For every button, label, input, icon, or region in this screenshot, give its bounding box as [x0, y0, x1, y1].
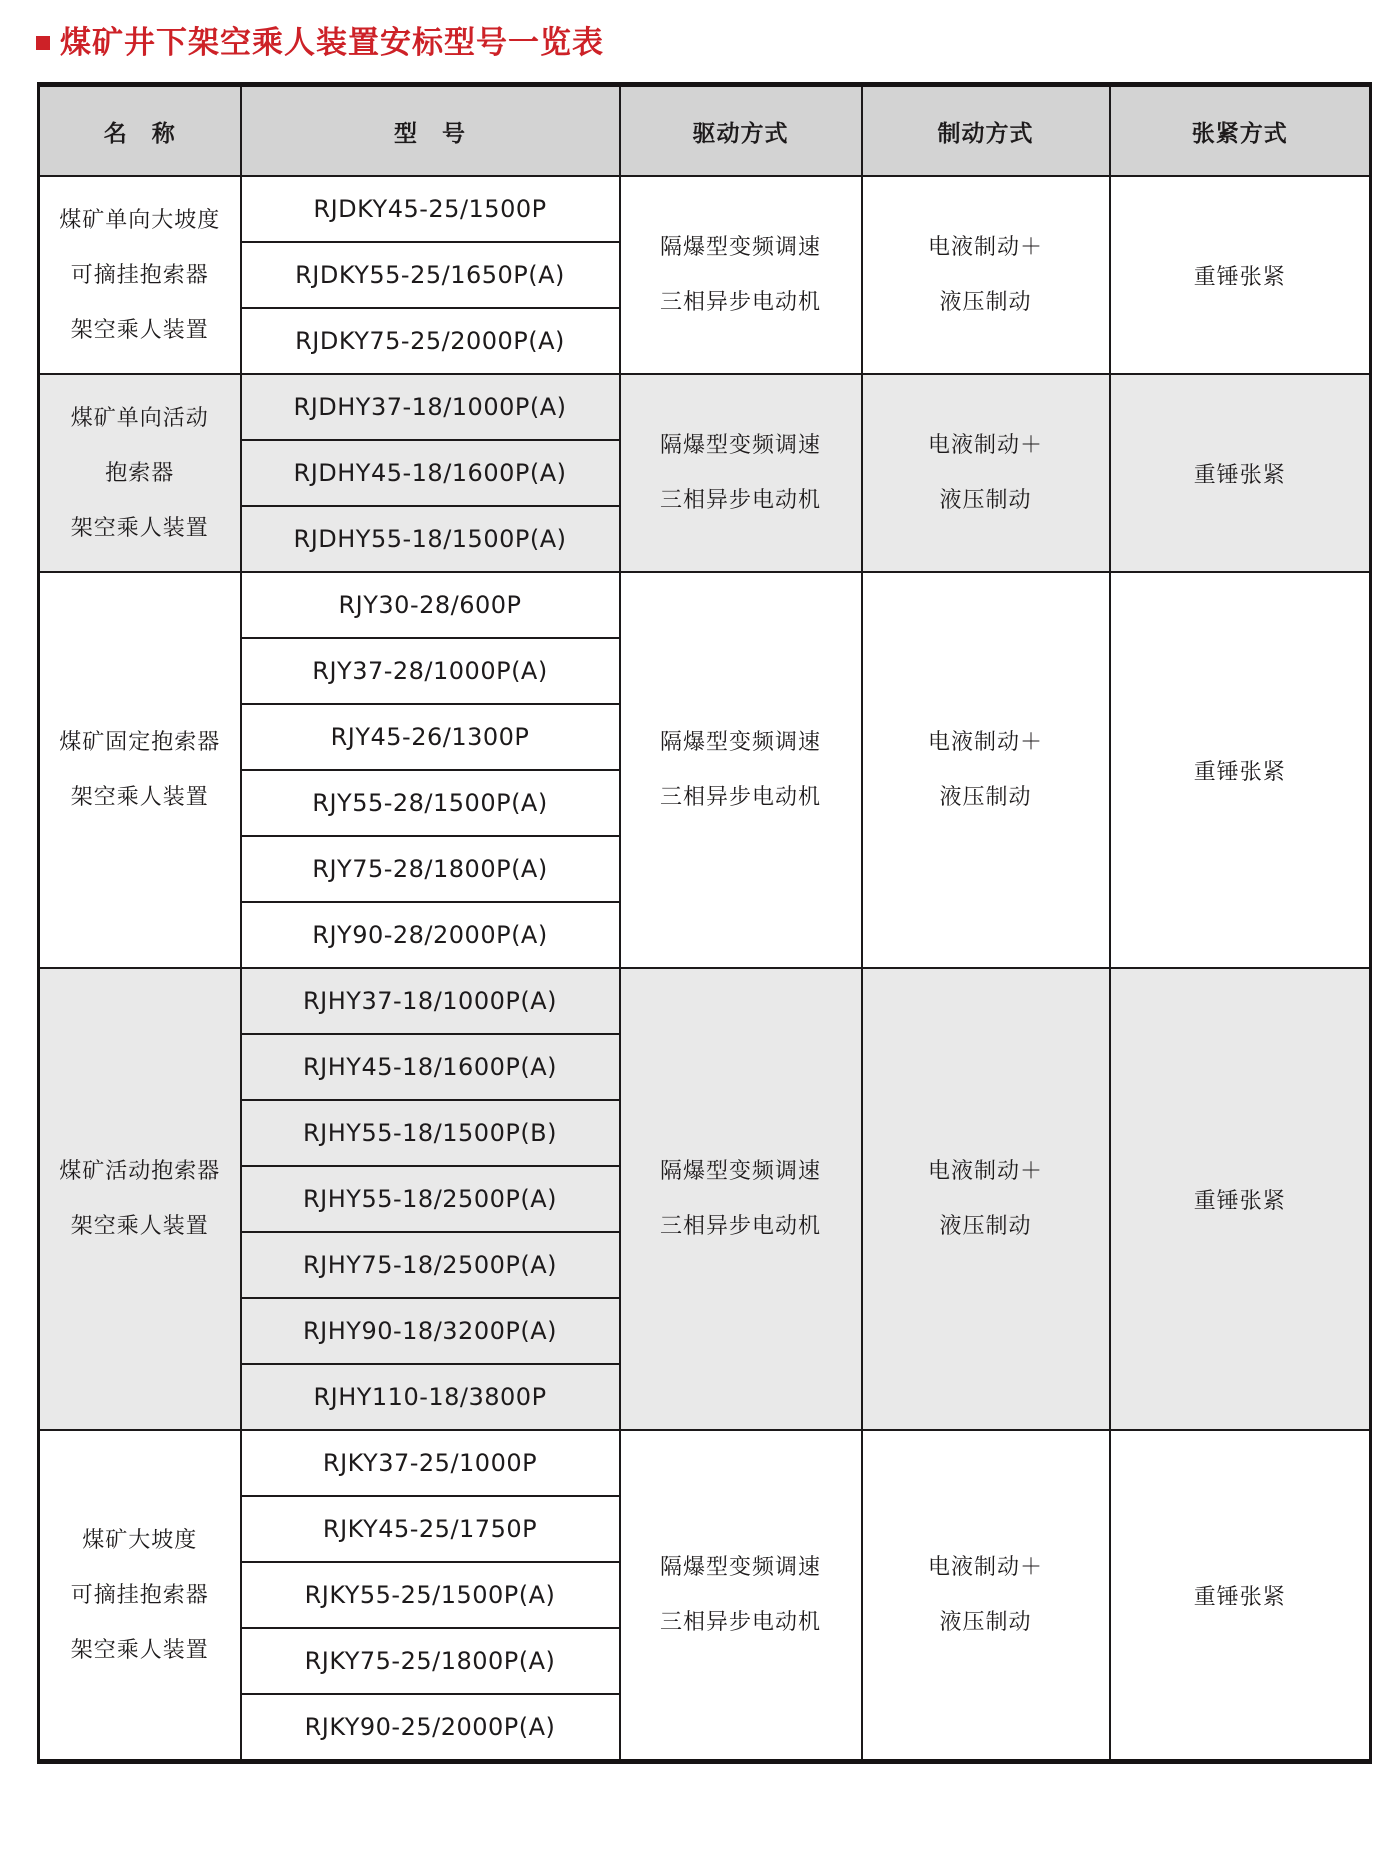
header-tension-method: 张紧方式 [1110, 85, 1371, 177]
drive-method-cell: 隔爆型变频调速 三相异步电动机 [620, 176, 862, 374]
header-brake-method: 制动方式 [862, 85, 1110, 177]
model-spec-table [37, 82, 1372, 1764]
model-cell: RJDKY55-25/1650P(A) [241, 242, 620, 308]
model-cell: RJKY55-25/1500P(A) [241, 1562, 620, 1628]
brake-method-cell: 电液制动＋ 液压制动 [862, 374, 1110, 572]
model-cell: RJKY90-25/2000P(A) [241, 1694, 620, 1762]
page-title-row [0, 0, 1375, 60]
tension-method-cell: 重锤张紧 [1110, 1430, 1371, 1762]
header-name: 名 称 [39, 85, 241, 177]
drive-method-cell: 隔爆型变频调速 三相异步电动机 [620, 374, 862, 572]
title-bullet-icon [36, 36, 50, 50]
model-cell: RJDHY55-18/1500P(A) [241, 506, 620, 572]
model-cell: RJHY45-18/1600P(A) [241, 1034, 620, 1100]
brake-method-cell: 电液制动＋ 液压制动 [862, 1430, 1110, 1762]
model-cell: RJDKY75-25/2000P(A) [241, 308, 620, 374]
model-row [39, 968, 1371, 1034]
model-cell: RJDHY45-18/1600P(A) [241, 440, 620, 506]
model-cell: RJHY75-18/2500P(A) [241, 1232, 620, 1298]
tension-method-cell: 重锤张紧 [1110, 572, 1371, 968]
model-cell: RJHY55-18/1500P(B) [241, 1100, 620, 1166]
model-cell: RJKY45-25/1750P [241, 1496, 620, 1562]
model-cell: RJY37-28/1000P(A) [241, 638, 620, 704]
model-cell: RJKY75-25/1800P(A) [241, 1628, 620, 1694]
model-cell: RJY55-28/1500P(A) [241, 770, 620, 836]
model-row [39, 1430, 1371, 1496]
model-cell: RJDKY45-25/1500P [241, 176, 620, 242]
brake-method-cell: 电液制动＋ 液压制动 [862, 968, 1110, 1430]
model-cell: RJY90-28/2000P(A) [241, 902, 620, 968]
brake-method-cell: 电液制动＋ 液压制动 [862, 176, 1110, 374]
model-row [39, 374, 1371, 440]
drive-method-cell: 隔爆型变频调速 三相异步电动机 [620, 1430, 862, 1762]
model-cell: RJHY55-18/2500P(A) [241, 1166, 620, 1232]
model-cell: RJY30-28/600P [241, 572, 620, 638]
model-cell: RJHY110-18/3800P [241, 1364, 620, 1430]
device-name-cell: 煤矿单向活动 抱索器 架空乘人装置 [39, 374, 241, 572]
drive-method-cell: 隔爆型变频调速 三相异步电动机 [620, 968, 862, 1430]
table-header-row [39, 85, 1371, 177]
brake-method-cell: 电液制动＋ 液压制动 [862, 572, 1110, 968]
tension-method-cell: 重锤张紧 [1110, 374, 1371, 572]
tension-method-cell: 重锤张紧 [1110, 968, 1371, 1430]
model-cell: RJHY37-18/1000P(A) [241, 968, 620, 1034]
model-row [39, 572, 1371, 638]
model-row [39, 176, 1371, 242]
model-cell: RJY45-26/1300P [241, 704, 620, 770]
device-name-cell: 煤矿单向大坡度 可摘挂抱索器 架空乘人装置 [39, 176, 241, 374]
model-cell: RJDHY37-18/1000P(A) [241, 374, 620, 440]
drive-method-cell: 隔爆型变频调速 三相异步电动机 [620, 572, 862, 968]
model-cell: RJY75-28/1800P(A) [241, 836, 620, 902]
tension-method-cell: 重锤张紧 [1110, 176, 1371, 374]
model-cell: RJKY37-25/1000P [241, 1430, 620, 1496]
page-title: 煤矿井下架空乘人装置安标型号一览表 [60, 25, 604, 61]
device-name-cell: 煤矿活动抱索器 架空乘人装置 [39, 968, 241, 1430]
model-cell: RJHY90-18/3200P(A) [241, 1298, 620, 1364]
header-drive-method: 驱动方式 [620, 85, 862, 177]
device-name-cell: 煤矿大坡度 可摘挂抱索器 架空乘人装置 [39, 1430, 241, 1762]
header-model: 型 号 [241, 85, 620, 177]
device-name-cell: 煤矿固定抱索器 架空乘人装置 [39, 572, 241, 968]
